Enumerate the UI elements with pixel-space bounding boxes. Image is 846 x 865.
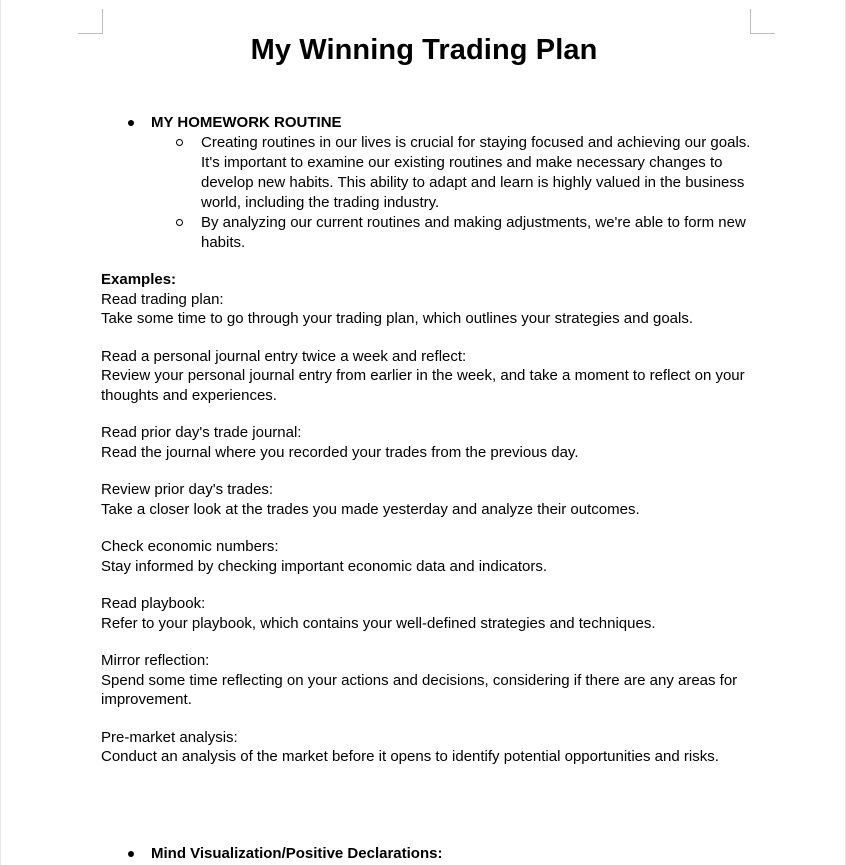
- example-description: Take a closer look at the trades you made yesterday and analyze their outcomes.: [101, 500, 640, 518]
- document-title: My Winning Trading Plan: [250, 34, 598, 66]
- circle-bullet: [176, 139, 183, 146]
- circle-bullet: [176, 219, 183, 226]
- homework-subitems: [201, 133, 761, 253]
- example-description: Conduct an analysis of the market before it opens to identify potential opportunities and risks.: [101, 748, 719, 765]
- example-label: Pre-market analysis:: [101, 728, 238, 746]
- example-label: Read playbook:: [101, 595, 206, 612]
- subitem-text: Creating routines in our lives is crucial for staying focused and achieving our goals. It's important to examine our existing routines and make necessary changes to develop new habits. This ability to adapt and learn is highly valued in the business world, including the trading industry.: [201, 134, 751, 211]
- example-mirror-reflection: [101, 651, 761, 710]
- subitem-routines: [201, 133, 761, 213]
- section-heading-mind-visualization: Mind Visualization/Positive Declarations:: [151, 845, 443, 862]
- example-description: Refer to your playbook, which contains your well-defined strategies and techniques.: [101, 614, 656, 632]
- example-description: Stay informed by checking important economic data and indicators.: [101, 557, 548, 575]
- example-review-trades: [101, 480, 761, 519]
- example-label: Mirror reflection:: [101, 652, 210, 669]
- examples-heading: Examples:: [101, 271, 177, 288]
- example-label: Read a personal journal entry twice a week and reflect:: [101, 347, 467, 365]
- example-description: Review your personal journal entry from earlier in the week, and take a moment to reflect on your thoughts and experiences.: [101, 367, 745, 404]
- subitem-new-habits: [201, 213, 761, 253]
- example-read-trading-plan: [101, 290, 761, 329]
- example-label: Review prior day's trades:: [101, 481, 274, 498]
- example-trade-journal: [101, 423, 761, 462]
- example-description: Spend some time reflecting on your actions and decisions, considering if there are any areas for improvement.: [101, 671, 738, 708]
- example-label: Check economic numbers:: [101, 538, 279, 555]
- bullet-dot: [128, 120, 134, 126]
- example-label: Read prior day's trade journal:: [101, 424, 302, 441]
- examples-section: [101, 270, 761, 785]
- example-pre-market-analysis: [101, 728, 761, 767]
- example-description: Take some time to go through your trading plan, which outlines your strategies and goals.: [101, 310, 694, 327]
- example-description: Read the journal where you recorded your trades from the previous day.: [101, 443, 579, 461]
- example-personal-journal: [101, 347, 761, 406]
- example-label: Read trading plan:: [101, 290, 224, 308]
- section-heading-homework-routine: MY HOMEWORK ROUTINE: [151, 114, 342, 131]
- example-playbook: [101, 594, 761, 633]
- bullet-dot: [128, 851, 134, 857]
- example-economic-numbers: [101, 537, 761, 576]
- subitem-text: By analyzing our current routines and making adjustments, we're able to form new habits.: [201, 214, 746, 251]
